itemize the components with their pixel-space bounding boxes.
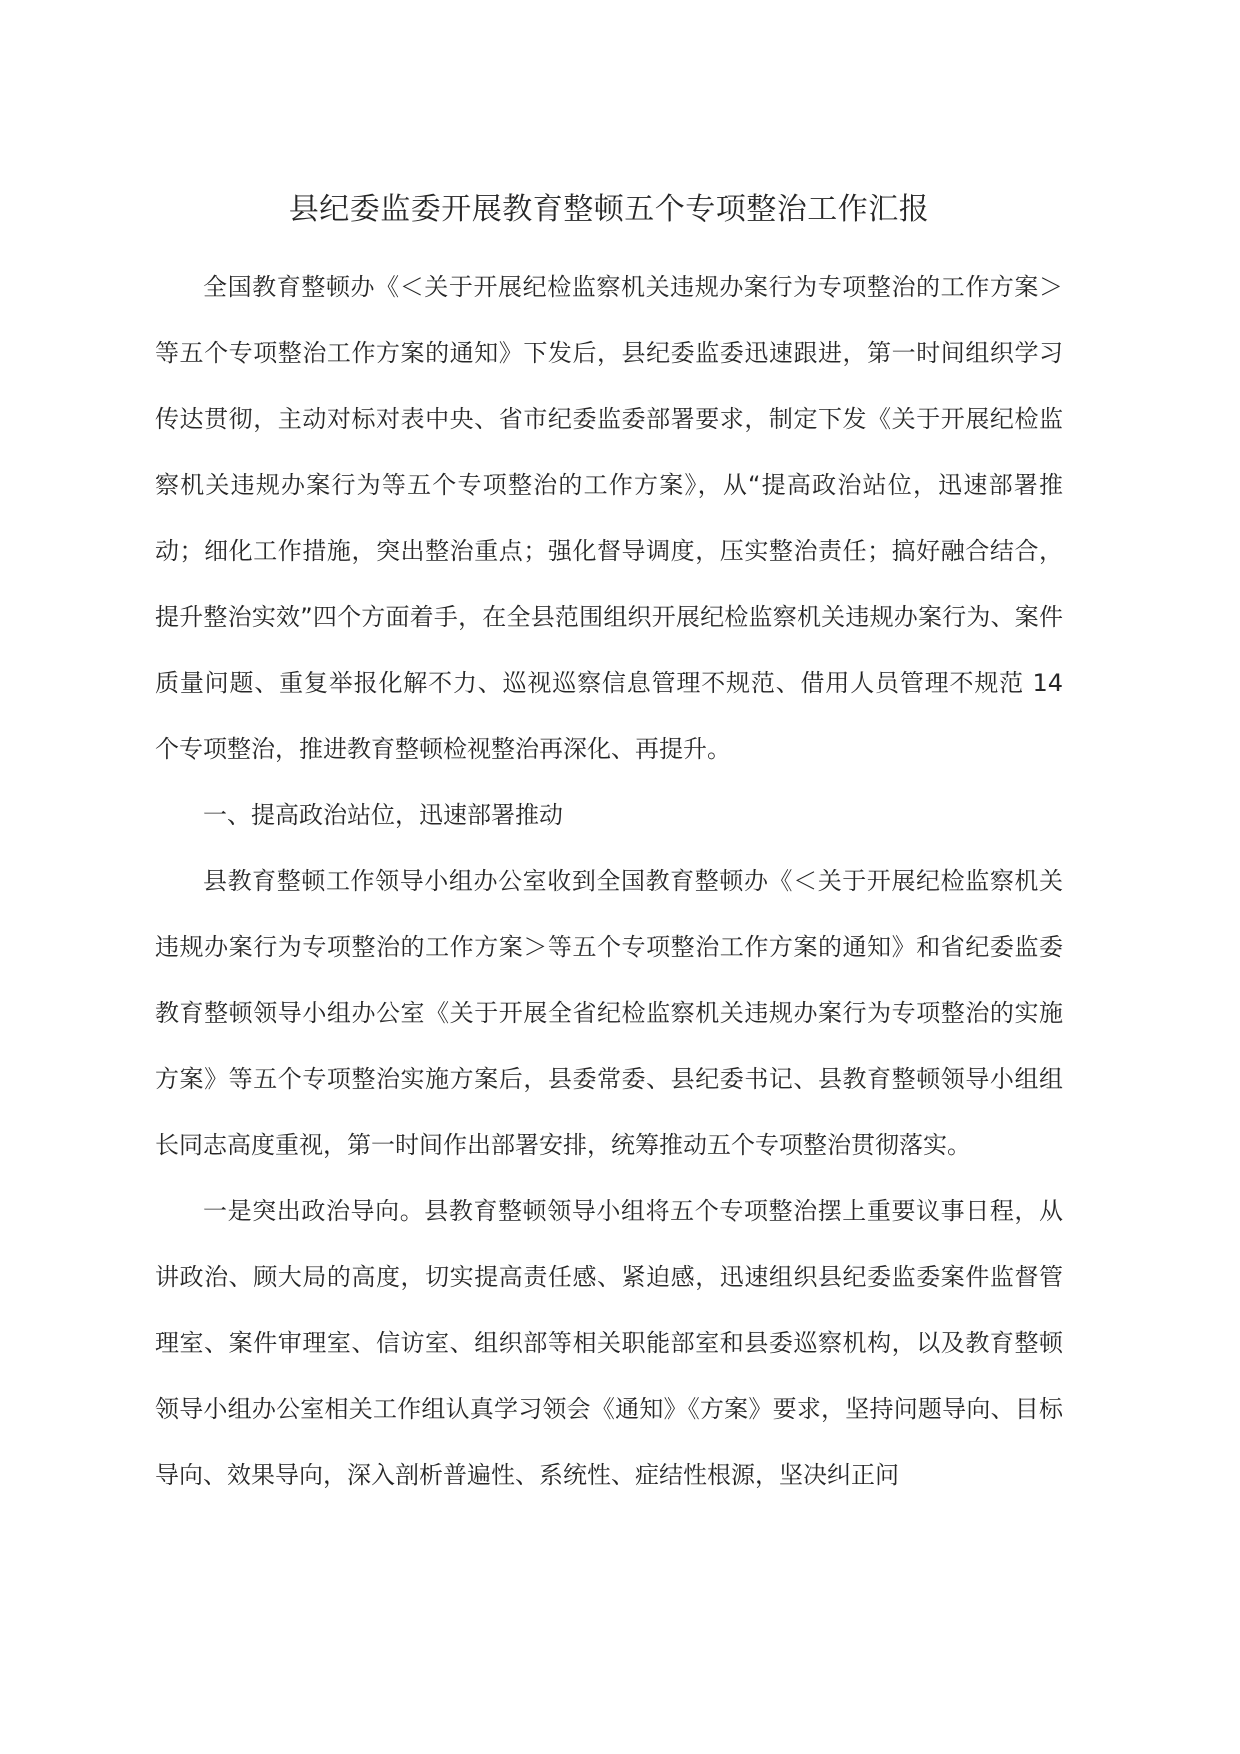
paragraph-intro: 全国教育整顿办《＜关于开展纪检监察机关违规办案行为专项整治的工作方案＞等五个专项整治工作方案的通知》下发后，县纪委监委迅速跟进，第一时间组织学习传达贯彻，主动对标对表中央、省市纪委监委部署要求，制定下发《关于开展纪检监察机关违规办案行为等五个专项整治的工作方案》，从“提高政治站位，迅速部署推动；细化工作措施，突出整治重点；强化督导调度，压实整治责任；搞好融合结合，提升整治实效”四个方面着手，在全县范围组织开展纪检监察机关违规办案行为、案件质量问题、重复举报化解不力、巡视巡察信息管理不规范、借用人员管理不规范 14 个专项整治，推进教育整顿检视整治再深化、再提升。 — [155, 273, 1063, 763]
document-title: 县纪委监委开展教育整顿五个专项整治工作汇报 — [288, 192, 930, 227]
document-body — [155, 190, 1063, 1508]
paragraph-section-1: 县教育整顿工作领导小组办公室收到全国教育整顿办《＜关于开展纪检监察机关违规办案行为专项整治的工作方案＞等五个专项整治工作方案的通知》和省纪委监委教育整顿领导小组办公室《关于开展全省纪检监察机关违规办案行为专项整治的实施方案》等五个专项整治实施方案后，县委常委、县纪委书记、县教育整顿领导小组组长同志高度重视，第一时间作出部署安排，统筹推动五个专项整治贯彻落实。 — [155, 867, 1063, 1159]
section-heading-1: 一、提高政治站位，迅速部署推动 — [203, 801, 563, 829]
paragraph-point-1: 一是突出政治导向。县教育整顿领导小组将五个专项整治摆上重要议事日程，从讲政治、顾大局的高度，切实提高责任感、紧迫感，迅速组织县纪委监委案件监督管理室、案件审理室、信访室、组织部等相关职能部室和县委巡察机构，以及教育整顿领导小组办公室相关工作组认真学习领会《通知》《方案》要求，坚持问题导向、目标导向、效果导向，深入剖析普遍性、系统性、症结性根源，坚决纠正问 — [155, 1197, 1063, 1489]
